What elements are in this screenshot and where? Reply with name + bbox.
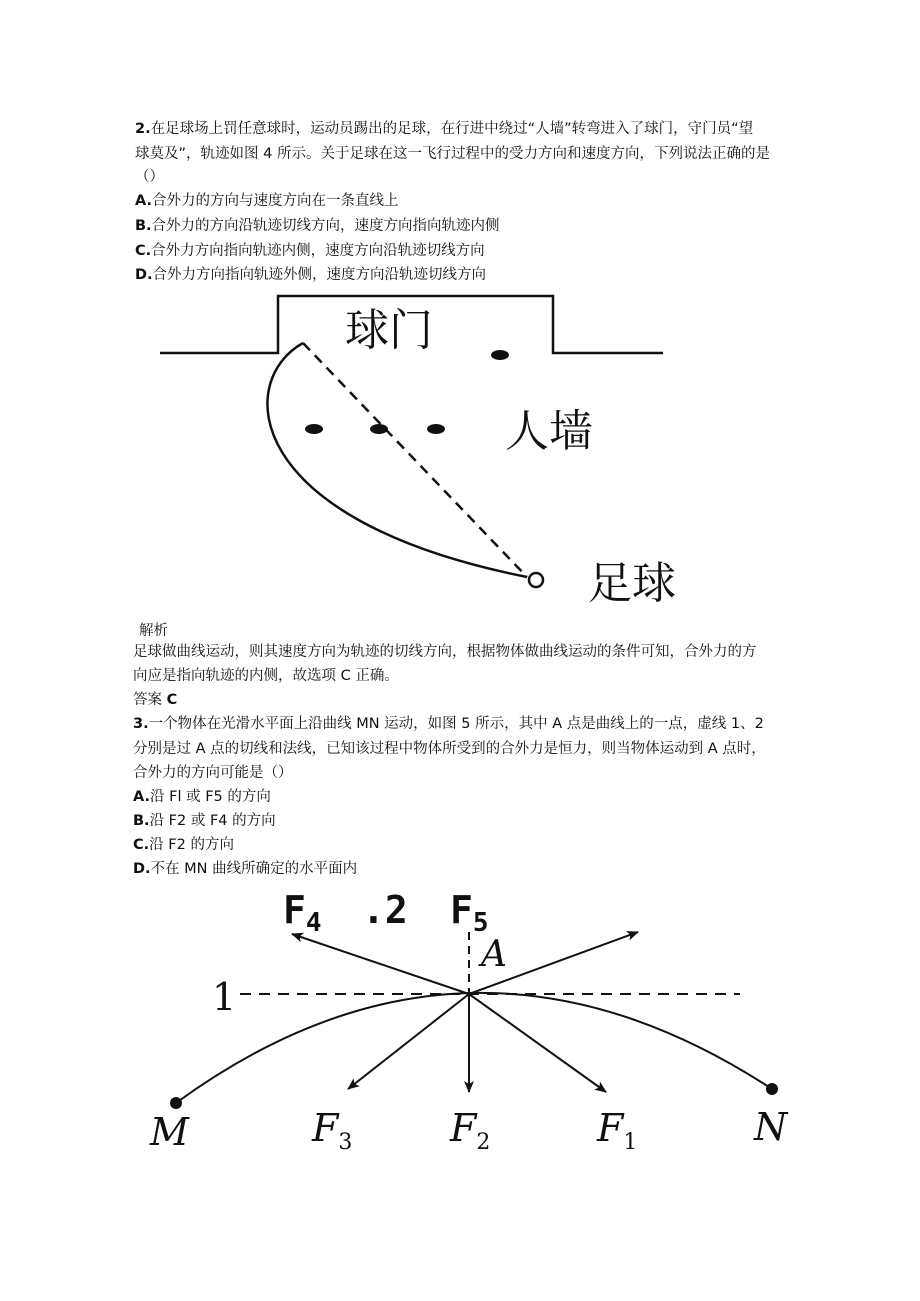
answer-value: C bbox=[166, 692, 178, 708]
label-m: M bbox=[150, 1110, 189, 1154]
point-n-dot bbox=[766, 1083, 778, 1095]
q3-line1: 3.一个物体在光滑水平面上沿曲线 MN 运动，如图 5 所示，其中 A 点是曲线上的一点，虚线 1、2 bbox=[133, 716, 764, 732]
arrow-f4 bbox=[292, 934, 469, 994]
analysis-line1: 足球做曲线运动，则其速度方向为轨迹的切线方向，根据物体做曲线运动的条件可知，合外力的方 bbox=[133, 644, 757, 660]
q2-option-c: C.合外力方向指向轨迹内侧，速度方向沿轨迹切线方向 bbox=[135, 243, 485, 259]
label-f2: $F_2$ bbox=[450, 1106, 491, 1155]
label-a: A bbox=[481, 934, 507, 975]
label-n: N bbox=[754, 1105, 788, 1149]
q2-line2: 球莫及”，轨迹如图 4 所示。关于足球在这一飞行过程中的受力方向和速度方向，下列说法正确的是 bbox=[135, 146, 770, 162]
q2-option-a: A.合外力的方向与速度方向在一条直线上 bbox=[135, 193, 399, 209]
q3-line2: 分别是过 A 点的切线和法线，已知该过程中物体所受到的合外力是恒力，则当物体运动到 A 点时， bbox=[133, 741, 766, 757]
q2-line3: （） bbox=[135, 169, 164, 185]
label-f4: $F_4$ bbox=[283, 888, 322, 938]
q3-number: 3. bbox=[133, 716, 149, 732]
label-2: .2 bbox=[362, 888, 408, 932]
wall-label: 人墙 bbox=[505, 406, 593, 457]
q2-option-b: B.合外力的方向沿轨迹切线方向，速度方向指向轨迹内侧 bbox=[135, 218, 500, 234]
ball-label: 足球 bbox=[588, 558, 676, 609]
answer-line: 答案 C bbox=[133, 692, 178, 708]
q3-option-b: B.沿 F2 或 F4 的方向 bbox=[133, 813, 276, 829]
q3-line3: 合外力的方向可能是（） bbox=[133, 765, 293, 781]
q2-line1: 2.在足球场上罚任意球时，运动员踢出的足球，在行进中绕过“人墙”转弯进入了球门，守门员“望 bbox=[135, 121, 754, 137]
point-m-dot bbox=[170, 1097, 182, 1109]
label-f3: $F_3$ bbox=[312, 1106, 353, 1155]
curve-mn bbox=[176, 993, 772, 1103]
q3-option-d: D.不在 MN 曲线所确定的水平面内 bbox=[133, 861, 358, 877]
arrow-f1 bbox=[469, 994, 606, 1092]
q3-option-a: A.沿 Fl 或 F5 的方向 bbox=[133, 789, 271, 805]
q2-number: 2. bbox=[135, 121, 151, 137]
label-line-1: 1 bbox=[212, 975, 237, 1019]
label-f5: $F_5$ bbox=[450, 888, 489, 938]
q2-option-d: D.合外力方向指向轨迹外侧，速度方向沿轨迹切线方向 bbox=[135, 267, 487, 283]
analysis-line2: 向应是指向轨迹的内侧，故选项 C 正确。 bbox=[133, 668, 399, 684]
goal-label: 球门 bbox=[345, 305, 433, 356]
analysis-heading: 解析 bbox=[139, 623, 168, 639]
label-f1: $F_1$ bbox=[597, 1106, 638, 1155]
q3-option-c: C.沿 F2 的方向 bbox=[133, 837, 234, 853]
